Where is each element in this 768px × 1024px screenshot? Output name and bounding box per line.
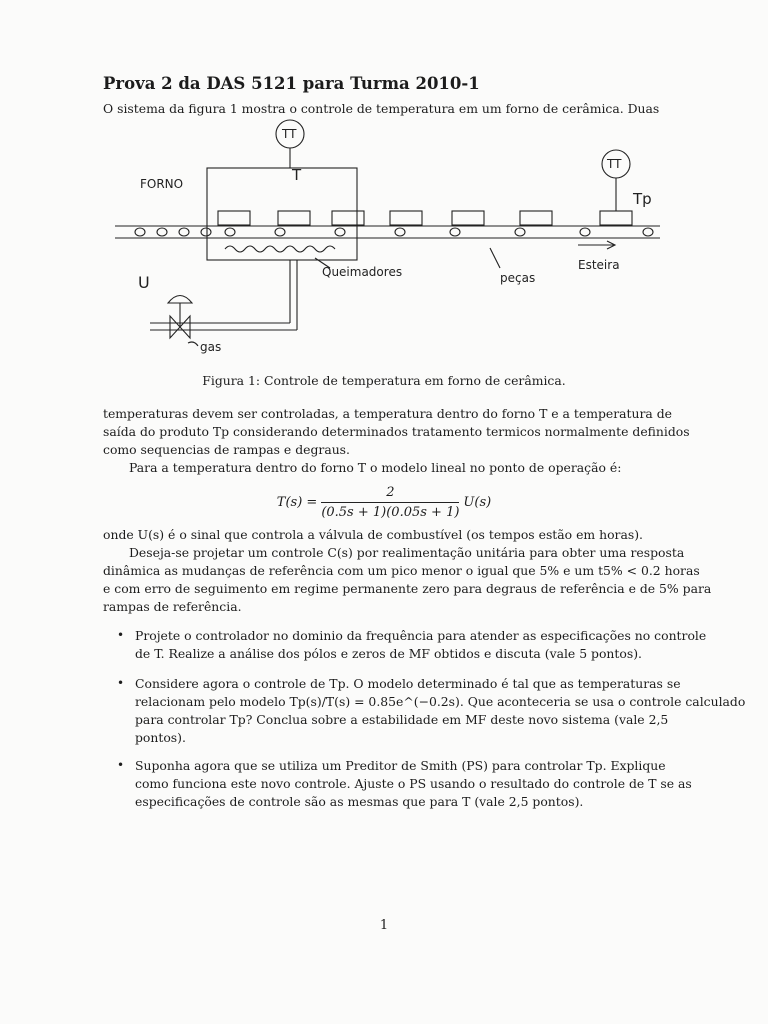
- bullet-item-1: [135, 627, 706, 663]
- paragraph-2: [103, 405, 690, 459]
- paragraph-line: rampas de referência.: [103, 599, 242, 614]
- paragraph-line: Para a temperatura dentro do forno T o modelo lineal no ponto de operação é:: [129, 460, 622, 475]
- ceramic-pieces: [218, 211, 632, 225]
- bullet-line: como funciona este novo controle. Ajuste o PS usando o resultado do controle de T se as: [135, 776, 692, 791]
- page-number: 1: [379, 918, 389, 933]
- label-tt-left: TT: [282, 127, 297, 141]
- label-queimadores: Queimadores: [322, 265, 403, 279]
- equation-fraction: [321, 485, 459, 520]
- bullet-item-2: [135, 675, 745, 747]
- paragraph-5: [103, 544, 712, 616]
- label-forno: FORNO: [140, 177, 184, 191]
- equation-denominator: (0.5s + 1)(0.05s + 1): [321, 505, 460, 520]
- bullet-line: de T. Realize a análise dos pólos e zeros de MF obtidos e discuta (vale 5 pontos).: [135, 646, 642, 661]
- paragraph-4: [103, 526, 683, 544]
- rollers: [135, 228, 653, 236]
- paragraph-line: saída do produto Tp considerando determinados tratamento termicos normalmente definidos: [103, 424, 690, 439]
- paragraph-line: Deseja-se projetar um controle C(s) por realimentação unitária para obter uma resposta: [129, 545, 685, 560]
- bullet-line: Considere agora o controle de Tp. O modelo determinado é tal que as temperaturas se: [135, 676, 681, 691]
- label-u: U: [138, 273, 150, 292]
- bullet-line: pontos).: [135, 730, 186, 745]
- bullet-line: especificações de controle são as mesmas que para T (vale 2,5 pontos).: [135, 794, 584, 809]
- bullet-item-3: [135, 757, 692, 811]
- bullet-marker: •: [117, 758, 125, 772]
- kiln-diagram: [100, 118, 680, 368]
- bullet-line: Projete o controlador no dominio da frequência para atender as especificações no controle: [135, 628, 707, 643]
- burners: [225, 246, 335, 252]
- equation-rhs: U(s): [463, 495, 492, 510]
- label-tp: Tp: [633, 190, 652, 208]
- paragraph-line: temperaturas devem ser controladas, a temperatura dentro do forno T e a temperatura de: [103, 406, 672, 421]
- bullet-line: para controlar Tp? Conclua sobre a estabilidade em MF deste novo sistema (vale 2,5: [135, 712, 669, 727]
- label-tt-right: TT: [607, 157, 622, 171]
- equation-numerator: 2: [321, 485, 459, 503]
- page-title: Prova 2 da DAS 5121 para Turma 2010-1: [103, 74, 480, 93]
- equation-lhs: T(s) =: [276, 495, 318, 510]
- label-gas: gas: [200, 340, 222, 354]
- paragraph-line: dinâmica as mudanças de referência com um pico menor o igual que 5% e um t5% < 0.2 horas: [103, 563, 700, 578]
- bullet-marker: •: [117, 676, 125, 690]
- bullet-marker: •: [117, 628, 125, 642]
- bullet-line: relacionam pelo modelo Tp(s)/T(s) = 0.85e^(−0.2s). Que aconteceria se usa o controle calculado: [135, 694, 746, 709]
- intro-paragraph: O sistema da figura 1 mostra o controle de temperatura em um forno de cerâmica. Duas: [103, 101, 660, 116]
- label-esteira: Esteira: [578, 258, 620, 272]
- paragraph-line: e com erro de seguimento em regime permanente zero para degraus de referência e de 5% para: [103, 581, 712, 596]
- label-pecas: peças: [500, 271, 536, 285]
- bullet-line: Suponha agora que se utiliza um Preditor de Smith (PS) para controlar Tp. Explique: [135, 758, 666, 773]
- paragraph-3: [103, 459, 683, 477]
- paragraph-line: como sequencias de rampas e degraus.: [103, 442, 350, 457]
- label-t: T: [292, 166, 302, 184]
- transfer-function-equation: [0, 485, 768, 520]
- paragraph-line: onde U(s) é o sinal que controla a válvula de combustível (os tempos estão em horas).: [103, 527, 643, 542]
- figure-caption: Figura 1: Controle de temperatura em forno de cerâmica.: [202, 373, 566, 388]
